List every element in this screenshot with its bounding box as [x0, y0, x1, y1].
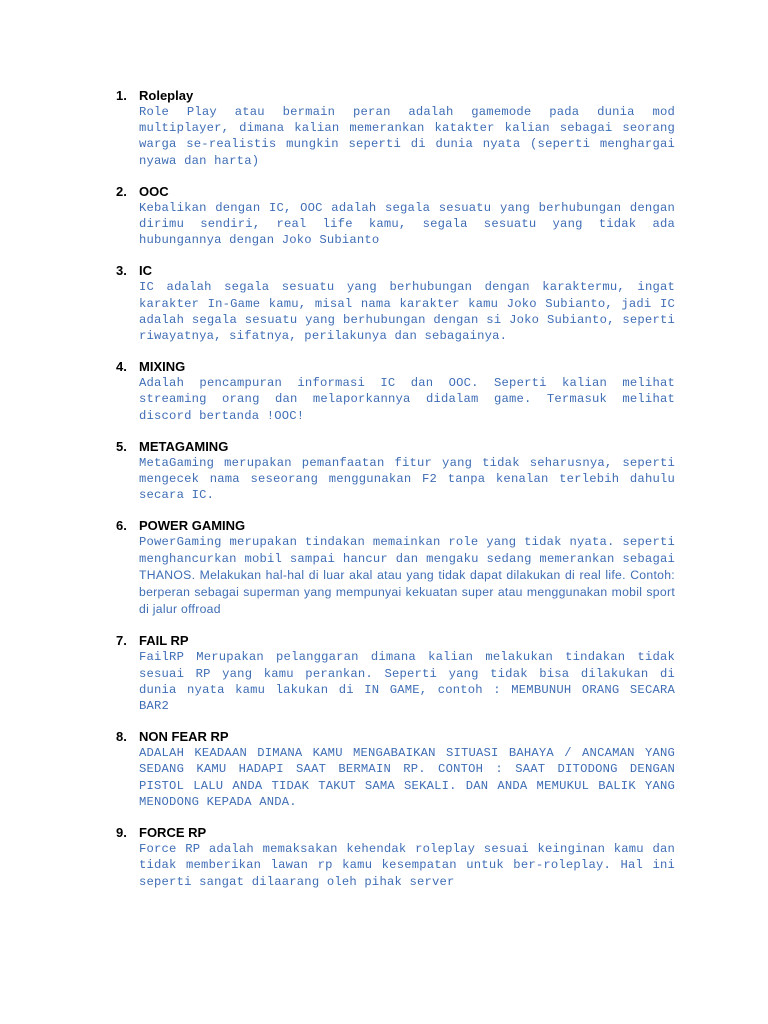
item-description: Role Play atau bermain peran adalah gamemode pada dunia mod multiplayer, dimana kalian memerankan katakter kalian sebagai seorang warga se-realistis mungkin seperti di dunia nyata (seperti menghargai nyawa dan harta): [139, 105, 675, 168]
list-item-force-rp: [0, 824, 768, 890]
item-number: 9.: [116, 825, 127, 841]
item-title: NON FEAR RP: [139, 729, 229, 745]
list-item-roleplay: [0, 87, 768, 169]
list-item-non-fear-rp: [0, 728, 768, 810]
definition-list: [0, 87, 768, 904]
list-item-fail-rp: [0, 632, 768, 714]
item-description: [139, 534, 675, 618]
item-description: Adalah pencampuran informasi IC dan OOC. Seperti kalian melihat streaming orang dan melaporkannya didalam game. Termasuk melihat discord bertanda !OOC!: [139, 376, 675, 423]
item-description: IC adalah segala sesuatu yang berhubungan dengan karaktermu, ingat karakter In-Game kamu, misal nama karakter kamu Joko Subianto, jadi IC adalah segala sesuatu yang berhubungan dengan si Joko Subianto, seperti riwayatnya, sifatnya, perilakunya dan sebagainya.: [139, 280, 675, 344]
list-item-mixing: [0, 358, 768, 424]
item-description: Kebalikan dengan IC, OOC adalah segala sesuatu yang berhubungan dengan dirimu sendiri, real life kamu, segala sesuatu yang tidak ada hubungannya dengan Joko Subianto: [139, 200, 675, 248]
item-title: POWER GAMING: [139, 518, 246, 534]
item-number: 7.: [116, 633, 127, 649]
item-number: 5.: [116, 438, 127, 454]
item-number: 8.: [116, 729, 127, 745]
item-number: 3.: [116, 263, 127, 279]
list-item-metagaming: [0, 438, 768, 504]
item-description: ADALAH KEADAAN DIMANA KAMU MENGABAIKAN SITUASI BAHAYA / ANCAMAN YANG SEDANG KAMU HADAPI SAAT BERMAIN RP. CONTOH : SAAT DITODONG DENGAN PISTOL LALU ANDA TIDAK TAKUT SAMA SEKALI. DAN ANDA MEMUKUL BALIK YANG MENODONG KEPADA ANDA.: [139, 746, 675, 809]
item-number: 1.: [116, 88, 127, 103]
list-item-ic: [0, 262, 768, 344]
item-description: MetaGaming merupakan pemanfaatan fitur yang tidak seharusnya, seperti mengecek nama seseorang menggunakan F2 tanpa kenalan terlebih dahulu secara IC.: [139, 455, 675, 503]
list-item-power-gaming: [0, 517, 768, 618]
item-description-part-2: THANOS. Melakukan hal-hal di luar akal atau yang tidak dapat dilakukan di real life. Contoh: berperan sebagai superman yang mempunyai kekuatan super atau menggunakan mobil sport di jalur offroad: [139, 567, 675, 617]
item-description-part-1: PowerGaming merupakan tindakan memainkan role yang tidak nyata. seperti menghancurkan mobil sampai hancur dan mengaku sedang memerankan sebagai: [139, 535, 675, 566]
item-number: 2.: [116, 183, 127, 199]
item-number: 6.: [116, 518, 127, 534]
item-title: MIXING: [139, 359, 186, 375]
item-title: FORCE RP: [139, 825, 207, 841]
item-description: FailRP Merupakan pelanggaran dimana kalian melakukan tindakan tidak sesuai RP yang kamu perankan. Seperti yang tidak bisa dilakukan di dunia nyata kamu lakukan di IN GAME, contoh : MEMBUNUH ORANG SECARA BAR2: [139, 650, 675, 714]
list-item-ooc: [0, 183, 768, 249]
item-title: OOC: [139, 183, 169, 199]
item-title: Roleplay: [139, 88, 194, 103]
item-number: 4.: [116, 359, 127, 375]
item-title: IC: [139, 263, 152, 279]
item-description: Force RP adalah memaksakan kehendak roleplay sesuai keinginan kamu dan tidak memberikan lawan rp kamu kesempatan untuk ber-roleplay. Hal ini seperti sangat dilaarang oleh pihak server: [139, 842, 675, 889]
item-title: METAGAMING: [139, 438, 229, 454]
item-title: FAIL RP: [139, 633, 189, 649]
